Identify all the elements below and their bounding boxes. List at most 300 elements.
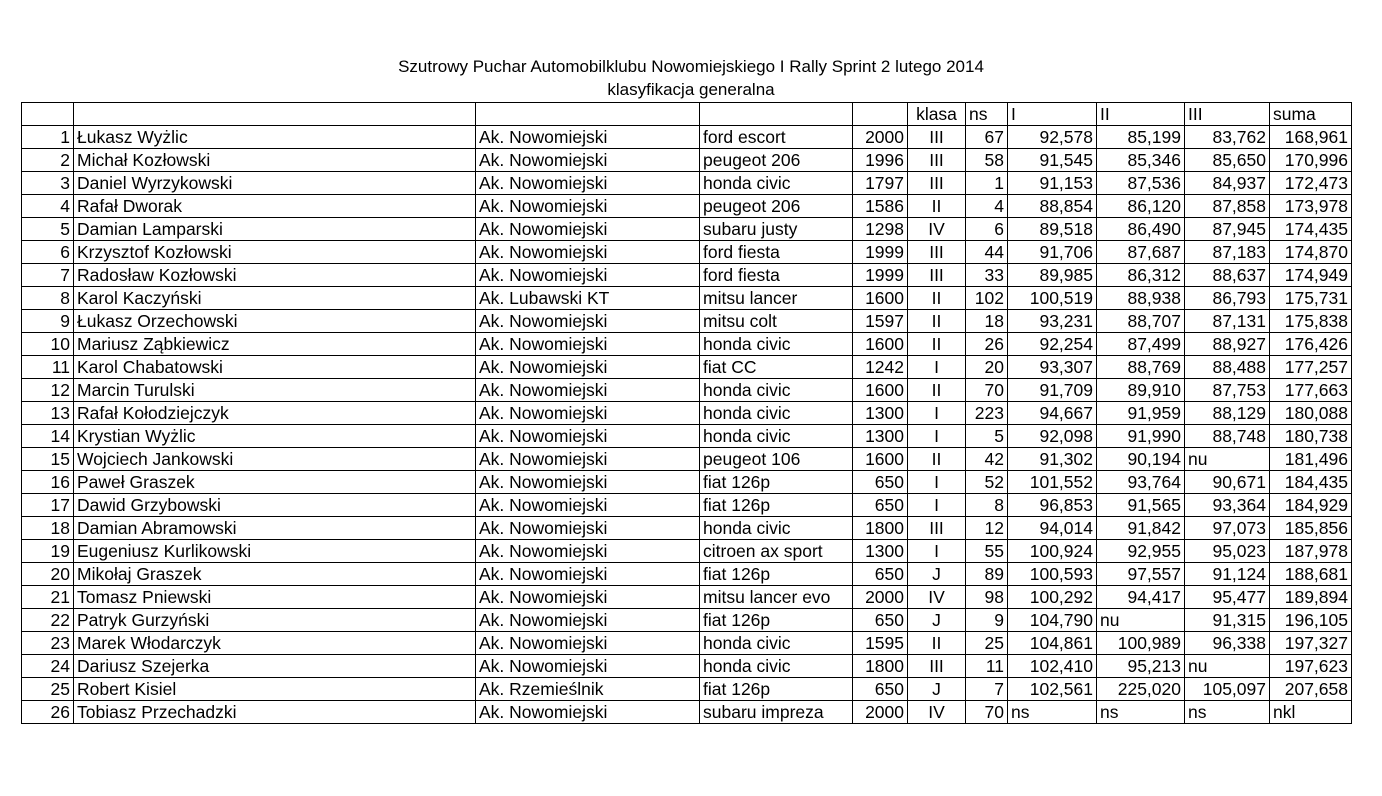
cell-car: ford escort: [700, 126, 853, 149]
cell-run-1: 96,853: [1008, 494, 1097, 517]
cell-driver: Marek Włodarczyk: [74, 632, 476, 655]
cell-start-number: 12: [966, 517, 1008, 540]
cell-run-1: 101,552: [1008, 471, 1097, 494]
cell-club: Ak. Nowomiejski: [476, 632, 700, 655]
cell-total: 175,731: [1270, 287, 1352, 310]
cell-start-number: 44: [966, 241, 1008, 264]
cell-driver: Krzysztof Kozłowski: [74, 241, 476, 264]
cell-capacity: 1600: [853, 448, 908, 471]
cell-car: mitsu lancer evo: [700, 586, 853, 609]
cell-capacity: 1298: [853, 218, 908, 241]
cell-run-2: 92,955: [1097, 540, 1185, 563]
cell-club: Ak. Nowomiejski: [476, 218, 700, 241]
cell-total: 180,088: [1270, 402, 1352, 425]
cell-run-1: 94,014: [1008, 517, 1097, 540]
cell-capacity: 1242: [853, 356, 908, 379]
cell-club: Ak. Nowomiejski: [476, 540, 700, 563]
cell-class: III: [908, 149, 966, 172]
cell-capacity: 1600: [853, 287, 908, 310]
cell-driver: Wojciech Jankowski: [74, 448, 476, 471]
cell-start-number: 6: [966, 218, 1008, 241]
cell-car: fiat 126p: [700, 563, 853, 586]
cell-driver: Damian Abramowski: [74, 517, 476, 540]
cell-capacity: 1999: [853, 264, 908, 287]
cell-position: 11: [22, 356, 74, 379]
cell-class: IV: [908, 218, 966, 241]
cell-driver: Łukasz Orzechowski: [74, 310, 476, 333]
cell-class: J: [908, 563, 966, 586]
cell-car: honda civic: [700, 655, 853, 678]
cell-start-number: 70: [966, 701, 1008, 724]
cell-club: Ak. Nowomiejski: [476, 425, 700, 448]
cell-position: 16: [22, 471, 74, 494]
cell-run-2: 87,499: [1097, 333, 1185, 356]
cell-run-3: ns: [1185, 701, 1270, 724]
header-class: klasa: [908, 103, 966, 126]
cell-total: 181,496: [1270, 448, 1352, 471]
cell-start-number: 52: [966, 471, 1008, 494]
cell-run-2: 86,120: [1097, 195, 1185, 218]
cell-position: 14: [22, 425, 74, 448]
cell-position: 7: [22, 264, 74, 287]
cell-run-1: ns: [1008, 701, 1097, 724]
cell-start-number: 1: [966, 172, 1008, 195]
cell-run-2: 91,842: [1097, 517, 1185, 540]
cell-car: citroen ax sport: [700, 540, 853, 563]
cell-capacity: 2000: [853, 126, 908, 149]
cell-total: 168,961: [1270, 126, 1352, 149]
cell-class: IV: [908, 586, 966, 609]
cell-car: peugeot 206: [700, 149, 853, 172]
cell-run-2: 91,990: [1097, 425, 1185, 448]
cell-run-2: 88,707: [1097, 310, 1185, 333]
cell-run-1: 91,709: [1008, 379, 1097, 402]
cell-capacity: 650: [853, 471, 908, 494]
cell-run-1: 100,924: [1008, 540, 1097, 563]
cell-club: Ak. Nowomiejski: [476, 264, 700, 287]
cell-club: Ak. Nowomiejski: [476, 379, 700, 402]
cell-run-2: 94,417: [1097, 586, 1185, 609]
cell-run-1: 100,519: [1008, 287, 1097, 310]
cell-total: 172,473: [1270, 172, 1352, 195]
cell-run-3: 97,073: [1185, 517, 1270, 540]
cell-position: 21: [22, 586, 74, 609]
cell-driver: Dariusz Szejerka: [74, 655, 476, 678]
cell-run-3: 88,129: [1185, 402, 1270, 425]
cell-club: Ak. Nowomiejski: [476, 586, 700, 609]
table-row: [22, 241, 1352, 264]
cell-club: Ak. Nowomiejski: [476, 333, 700, 356]
cell-total: 177,257: [1270, 356, 1352, 379]
cell-run-2: 86,490: [1097, 218, 1185, 241]
table-row: [22, 471, 1352, 494]
cell-driver: Eugeniusz Kurlikowski: [74, 540, 476, 563]
cell-class: I: [908, 356, 966, 379]
cell-run-3: 87,183: [1185, 241, 1270, 264]
cell-driver: Rafał Kołodziejczyk: [74, 402, 476, 425]
cell-run-3: 87,858: [1185, 195, 1270, 218]
table-row: [22, 264, 1352, 287]
header-start-number: ns: [966, 103, 1008, 126]
cell-total: 177,663: [1270, 379, 1352, 402]
cell-position: 20: [22, 563, 74, 586]
header-position: [22, 103, 74, 126]
cell-class: I: [908, 471, 966, 494]
cell-class: J: [908, 678, 966, 701]
cell-start-number: 11: [966, 655, 1008, 678]
cell-position: 2: [22, 149, 74, 172]
cell-class: I: [908, 402, 966, 425]
page-subtitle: klasyfikacja generalna: [607, 80, 775, 99]
cell-capacity: 1600: [853, 379, 908, 402]
cell-total: 174,435: [1270, 218, 1352, 241]
cell-driver: Karol Kaczyński: [74, 287, 476, 310]
table-row: [22, 287, 1352, 310]
cell-class: IV: [908, 701, 966, 724]
cell-class: II: [908, 448, 966, 471]
cell-start-number: 223: [966, 402, 1008, 425]
cell-run-3: 90,671: [1185, 471, 1270, 494]
cell-class: III: [908, 126, 966, 149]
header-capacity: [853, 103, 908, 126]
cell-run-1: 91,545: [1008, 149, 1097, 172]
cell-total: 188,681: [1270, 563, 1352, 586]
cell-start-number: 33: [966, 264, 1008, 287]
cell-run-2: 97,557: [1097, 563, 1185, 586]
cell-position: 19: [22, 540, 74, 563]
cell-position: 12: [22, 379, 74, 402]
table-row: [22, 517, 1352, 540]
cell-club: Ak. Nowomiejski: [476, 126, 700, 149]
cell-run-1: 93,231: [1008, 310, 1097, 333]
cell-total: 187,978: [1270, 540, 1352, 563]
cell-run-2: 91,565: [1097, 494, 1185, 517]
cell-club: Ak. Nowomiejski: [476, 356, 700, 379]
cell-start-number: 18: [966, 310, 1008, 333]
cell-position: 24: [22, 655, 74, 678]
cell-start-number: 7: [966, 678, 1008, 701]
header-club: [476, 103, 700, 126]
cell-total: 176,426: [1270, 333, 1352, 356]
cell-run-2: 91,959: [1097, 402, 1185, 425]
cell-run-1: 92,098: [1008, 425, 1097, 448]
cell-run-1: 100,593: [1008, 563, 1097, 586]
cell-run-2: 95,213: [1097, 655, 1185, 678]
cell-run-1: 93,307: [1008, 356, 1097, 379]
cell-run-3: 87,131: [1185, 310, 1270, 333]
cell-car: honda civic: [700, 379, 853, 402]
cell-capacity: 650: [853, 609, 908, 632]
cell-capacity: 1996: [853, 149, 908, 172]
cell-start-number: 4: [966, 195, 1008, 218]
table-row: [22, 195, 1352, 218]
header-run-2: II: [1097, 103, 1185, 126]
cell-driver: Rafał Dworak: [74, 195, 476, 218]
cell-run-1: 104,861: [1008, 632, 1097, 655]
cell-driver: Robert Kisiel: [74, 678, 476, 701]
cell-run-2: 86,312: [1097, 264, 1185, 287]
cell-total: 173,978: [1270, 195, 1352, 218]
cell-position: 4: [22, 195, 74, 218]
cell-club: Ak. Nowomiejski: [476, 172, 700, 195]
cell-car: mitsu colt: [700, 310, 853, 333]
cell-run-1: 92,578: [1008, 126, 1097, 149]
cell-run-3: nu: [1185, 448, 1270, 471]
cell-class: II: [908, 333, 966, 356]
cell-class: III: [908, 264, 966, 287]
cell-car: fiat 126p: [700, 494, 853, 517]
cell-position: 5: [22, 218, 74, 241]
table-row: [22, 126, 1352, 149]
cell-club: Ak. Nowomiejski: [476, 563, 700, 586]
cell-run-2: 89,910: [1097, 379, 1185, 402]
cell-driver: Damian Lamparski: [74, 218, 476, 241]
cell-total: 180,738: [1270, 425, 1352, 448]
cell-start-number: 42: [966, 448, 1008, 471]
cell-club: Ak. Nowomiejski: [476, 517, 700, 540]
table-row: [22, 425, 1352, 448]
table-row: [22, 494, 1352, 517]
cell-car: ford fiesta: [700, 264, 853, 287]
cell-club: Ak. Nowomiejski: [476, 448, 700, 471]
cell-start-number: 20: [966, 356, 1008, 379]
cell-start-number: 25: [966, 632, 1008, 655]
cell-car: honda civic: [700, 425, 853, 448]
table-row: [22, 632, 1352, 655]
cell-car: subaru justy: [700, 218, 853, 241]
cell-car: honda civic: [700, 517, 853, 540]
cell-class: II: [908, 310, 966, 333]
cell-driver: Krystian Wyżlic: [74, 425, 476, 448]
cell-total: 197,623: [1270, 655, 1352, 678]
cell-run-3: 83,762: [1185, 126, 1270, 149]
table-row: [22, 655, 1352, 678]
cell-run-2: 100,989: [1097, 632, 1185, 655]
cell-capacity: 1586: [853, 195, 908, 218]
cell-capacity: 1797: [853, 172, 908, 195]
cell-club: Ak. Nowomiejski: [476, 149, 700, 172]
cell-driver: Tomasz Pniewski: [74, 586, 476, 609]
table-row: [22, 356, 1352, 379]
cell-club: Ak. Nowomiejski: [476, 701, 700, 724]
cell-total: 170,996: [1270, 149, 1352, 172]
cell-start-number: 89: [966, 563, 1008, 586]
cell-capacity: 1595: [853, 632, 908, 655]
header-car: [700, 103, 853, 126]
cell-capacity: 1300: [853, 540, 908, 563]
cell-run-2: 88,938: [1097, 287, 1185, 310]
cell-car: peugeot 106: [700, 448, 853, 471]
cell-car: fiat 126p: [700, 609, 853, 632]
header-run-3: III: [1185, 103, 1270, 126]
cell-total: 197,327: [1270, 632, 1352, 655]
cell-total: 184,929: [1270, 494, 1352, 517]
table-row: [22, 540, 1352, 563]
cell-position: 17: [22, 494, 74, 517]
table-row: [22, 448, 1352, 471]
table-row: [22, 563, 1352, 586]
cell-run-2: 88,769: [1097, 356, 1185, 379]
cell-start-number: 70: [966, 379, 1008, 402]
cell-car: fiat 126p: [700, 471, 853, 494]
cell-position: 9: [22, 310, 74, 333]
cell-car: ford fiesta: [700, 241, 853, 264]
cell-run-3: 105,097: [1185, 678, 1270, 701]
cell-total: 175,838: [1270, 310, 1352, 333]
cell-car: honda civic: [700, 632, 853, 655]
table-row: [22, 586, 1352, 609]
page-title: Szutrowy Puchar Automobilklubu Nowomiejskiego I Rally Sprint 2 lutego 2014: [398, 57, 984, 76]
cell-position: 8: [22, 287, 74, 310]
cell-class: J: [908, 609, 966, 632]
cell-driver: Dawid Grzybowski: [74, 494, 476, 517]
cell-start-number: 98: [966, 586, 1008, 609]
table-row: [22, 310, 1352, 333]
cell-run-1: 88,854: [1008, 195, 1097, 218]
cell-car: peugeot 206: [700, 195, 853, 218]
cell-car: honda civic: [700, 402, 853, 425]
cell-class: II: [908, 195, 966, 218]
cell-run-3: 88,927: [1185, 333, 1270, 356]
cell-run-2: 85,346: [1097, 149, 1185, 172]
cell-position: 6: [22, 241, 74, 264]
cell-capacity: 2000: [853, 586, 908, 609]
results-table: [21, 102, 1352, 724]
cell-run-1: 102,561: [1008, 678, 1097, 701]
cell-capacity: 1597: [853, 310, 908, 333]
cell-capacity: 1300: [853, 402, 908, 425]
cell-run-1: 100,292: [1008, 586, 1097, 609]
cell-driver: Karol Chabatowski: [74, 356, 476, 379]
table-row: [22, 379, 1352, 402]
cell-run-1: 91,302: [1008, 448, 1097, 471]
cell-run-3: 91,315: [1185, 609, 1270, 632]
cell-run-1: 89,518: [1008, 218, 1097, 241]
cell-run-3: 95,477: [1185, 586, 1270, 609]
cell-position: 26: [22, 701, 74, 724]
cell-start-number: 55: [966, 540, 1008, 563]
cell-position: 22: [22, 609, 74, 632]
header-run-1: I: [1008, 103, 1097, 126]
cell-run-3: 91,124: [1185, 563, 1270, 586]
cell-class: I: [908, 425, 966, 448]
cell-run-1: 94,667: [1008, 402, 1097, 425]
cell-club: Ak. Nowomiejski: [476, 402, 700, 425]
cell-driver: Marcin Turulski: [74, 379, 476, 402]
cell-position: 18: [22, 517, 74, 540]
cell-class: I: [908, 494, 966, 517]
cell-driver: Łukasz Wyżlic: [74, 126, 476, 149]
cell-car: subaru impreza: [700, 701, 853, 724]
cell-class: II: [908, 287, 966, 310]
cell-total: nkl: [1270, 701, 1352, 724]
cell-class: III: [908, 172, 966, 195]
cell-total: 207,658: [1270, 678, 1352, 701]
cell-car: mitsu lancer: [700, 287, 853, 310]
cell-run-3: 95,023: [1185, 540, 1270, 563]
table-row: [22, 172, 1352, 195]
cell-total: 174,870: [1270, 241, 1352, 264]
cell-capacity: 1800: [853, 517, 908, 540]
cell-total: 184,435: [1270, 471, 1352, 494]
cell-run-2: 93,764: [1097, 471, 1185, 494]
cell-class: III: [908, 655, 966, 678]
cell-run-3: 85,650: [1185, 149, 1270, 172]
cell-run-1: 104,790: [1008, 609, 1097, 632]
table-row: [22, 678, 1352, 701]
cell-car: fiat CC: [700, 356, 853, 379]
table-row: [22, 149, 1352, 172]
cell-club: Ak. Nowomiejski: [476, 241, 700, 264]
cell-driver: Mariusz Ząbkiewicz: [74, 333, 476, 356]
cell-total: 189,894: [1270, 586, 1352, 609]
cell-run-1: 92,254: [1008, 333, 1097, 356]
cell-capacity: 2000: [853, 701, 908, 724]
cell-run-3: nu: [1185, 655, 1270, 678]
cell-position: 23: [22, 632, 74, 655]
cell-run-3: 88,488: [1185, 356, 1270, 379]
cell-driver: Michał Kozłowski: [74, 149, 476, 172]
cell-run-3: 87,945: [1185, 218, 1270, 241]
cell-club: Ak. Nowomiejski: [476, 195, 700, 218]
cell-capacity: 1800: [853, 655, 908, 678]
cell-capacity: 650: [853, 494, 908, 517]
cell-driver: Radosław Kozłowski: [74, 264, 476, 287]
cell-position: 1: [22, 126, 74, 149]
cell-run-2: 225,020: [1097, 678, 1185, 701]
cell-run-3: 84,937: [1185, 172, 1270, 195]
cell-run-1: 89,985: [1008, 264, 1097, 287]
cell-club: Ak. Rzemieślnik: [476, 678, 700, 701]
cell-driver: Patryk Gurzyński: [74, 609, 476, 632]
cell-run-2: nu: [1097, 609, 1185, 632]
cell-capacity: 1600: [853, 333, 908, 356]
cell-position: 25: [22, 678, 74, 701]
cell-run-2: 85,199: [1097, 126, 1185, 149]
cell-start-number: 58: [966, 149, 1008, 172]
cell-class: III: [908, 241, 966, 264]
table-row: [22, 402, 1352, 425]
header-total: suma: [1270, 103, 1352, 126]
cell-run-1: 91,706: [1008, 241, 1097, 264]
cell-capacity: 650: [853, 563, 908, 586]
cell-driver: Mikołaj Graszek: [74, 563, 476, 586]
cell-run-3: 88,748: [1185, 425, 1270, 448]
cell-position: 13: [22, 402, 74, 425]
cell-run-2: 87,687: [1097, 241, 1185, 264]
cell-club: Ak. Nowomiejski: [476, 310, 700, 333]
header-row: [22, 103, 1352, 126]
cell-run-3: 93,364: [1185, 494, 1270, 517]
cell-run-3: 96,338: [1185, 632, 1270, 655]
table-row: [22, 609, 1352, 632]
table-row: [22, 218, 1352, 241]
table-row: [22, 701, 1352, 724]
cell-start-number: 8: [966, 494, 1008, 517]
cell-total: 174,949: [1270, 264, 1352, 287]
cell-start-number: 67: [966, 126, 1008, 149]
cell-run-2: 90,194: [1097, 448, 1185, 471]
table-row: [22, 333, 1352, 356]
cell-run-2: 87,536: [1097, 172, 1185, 195]
cell-class: I: [908, 540, 966, 563]
cell-driver: Paweł Graszek: [74, 471, 476, 494]
cell-class: II: [908, 379, 966, 402]
cell-class: III: [908, 517, 966, 540]
cell-start-number: 26: [966, 333, 1008, 356]
cell-start-number: 102: [966, 287, 1008, 310]
cell-class: II: [908, 632, 966, 655]
